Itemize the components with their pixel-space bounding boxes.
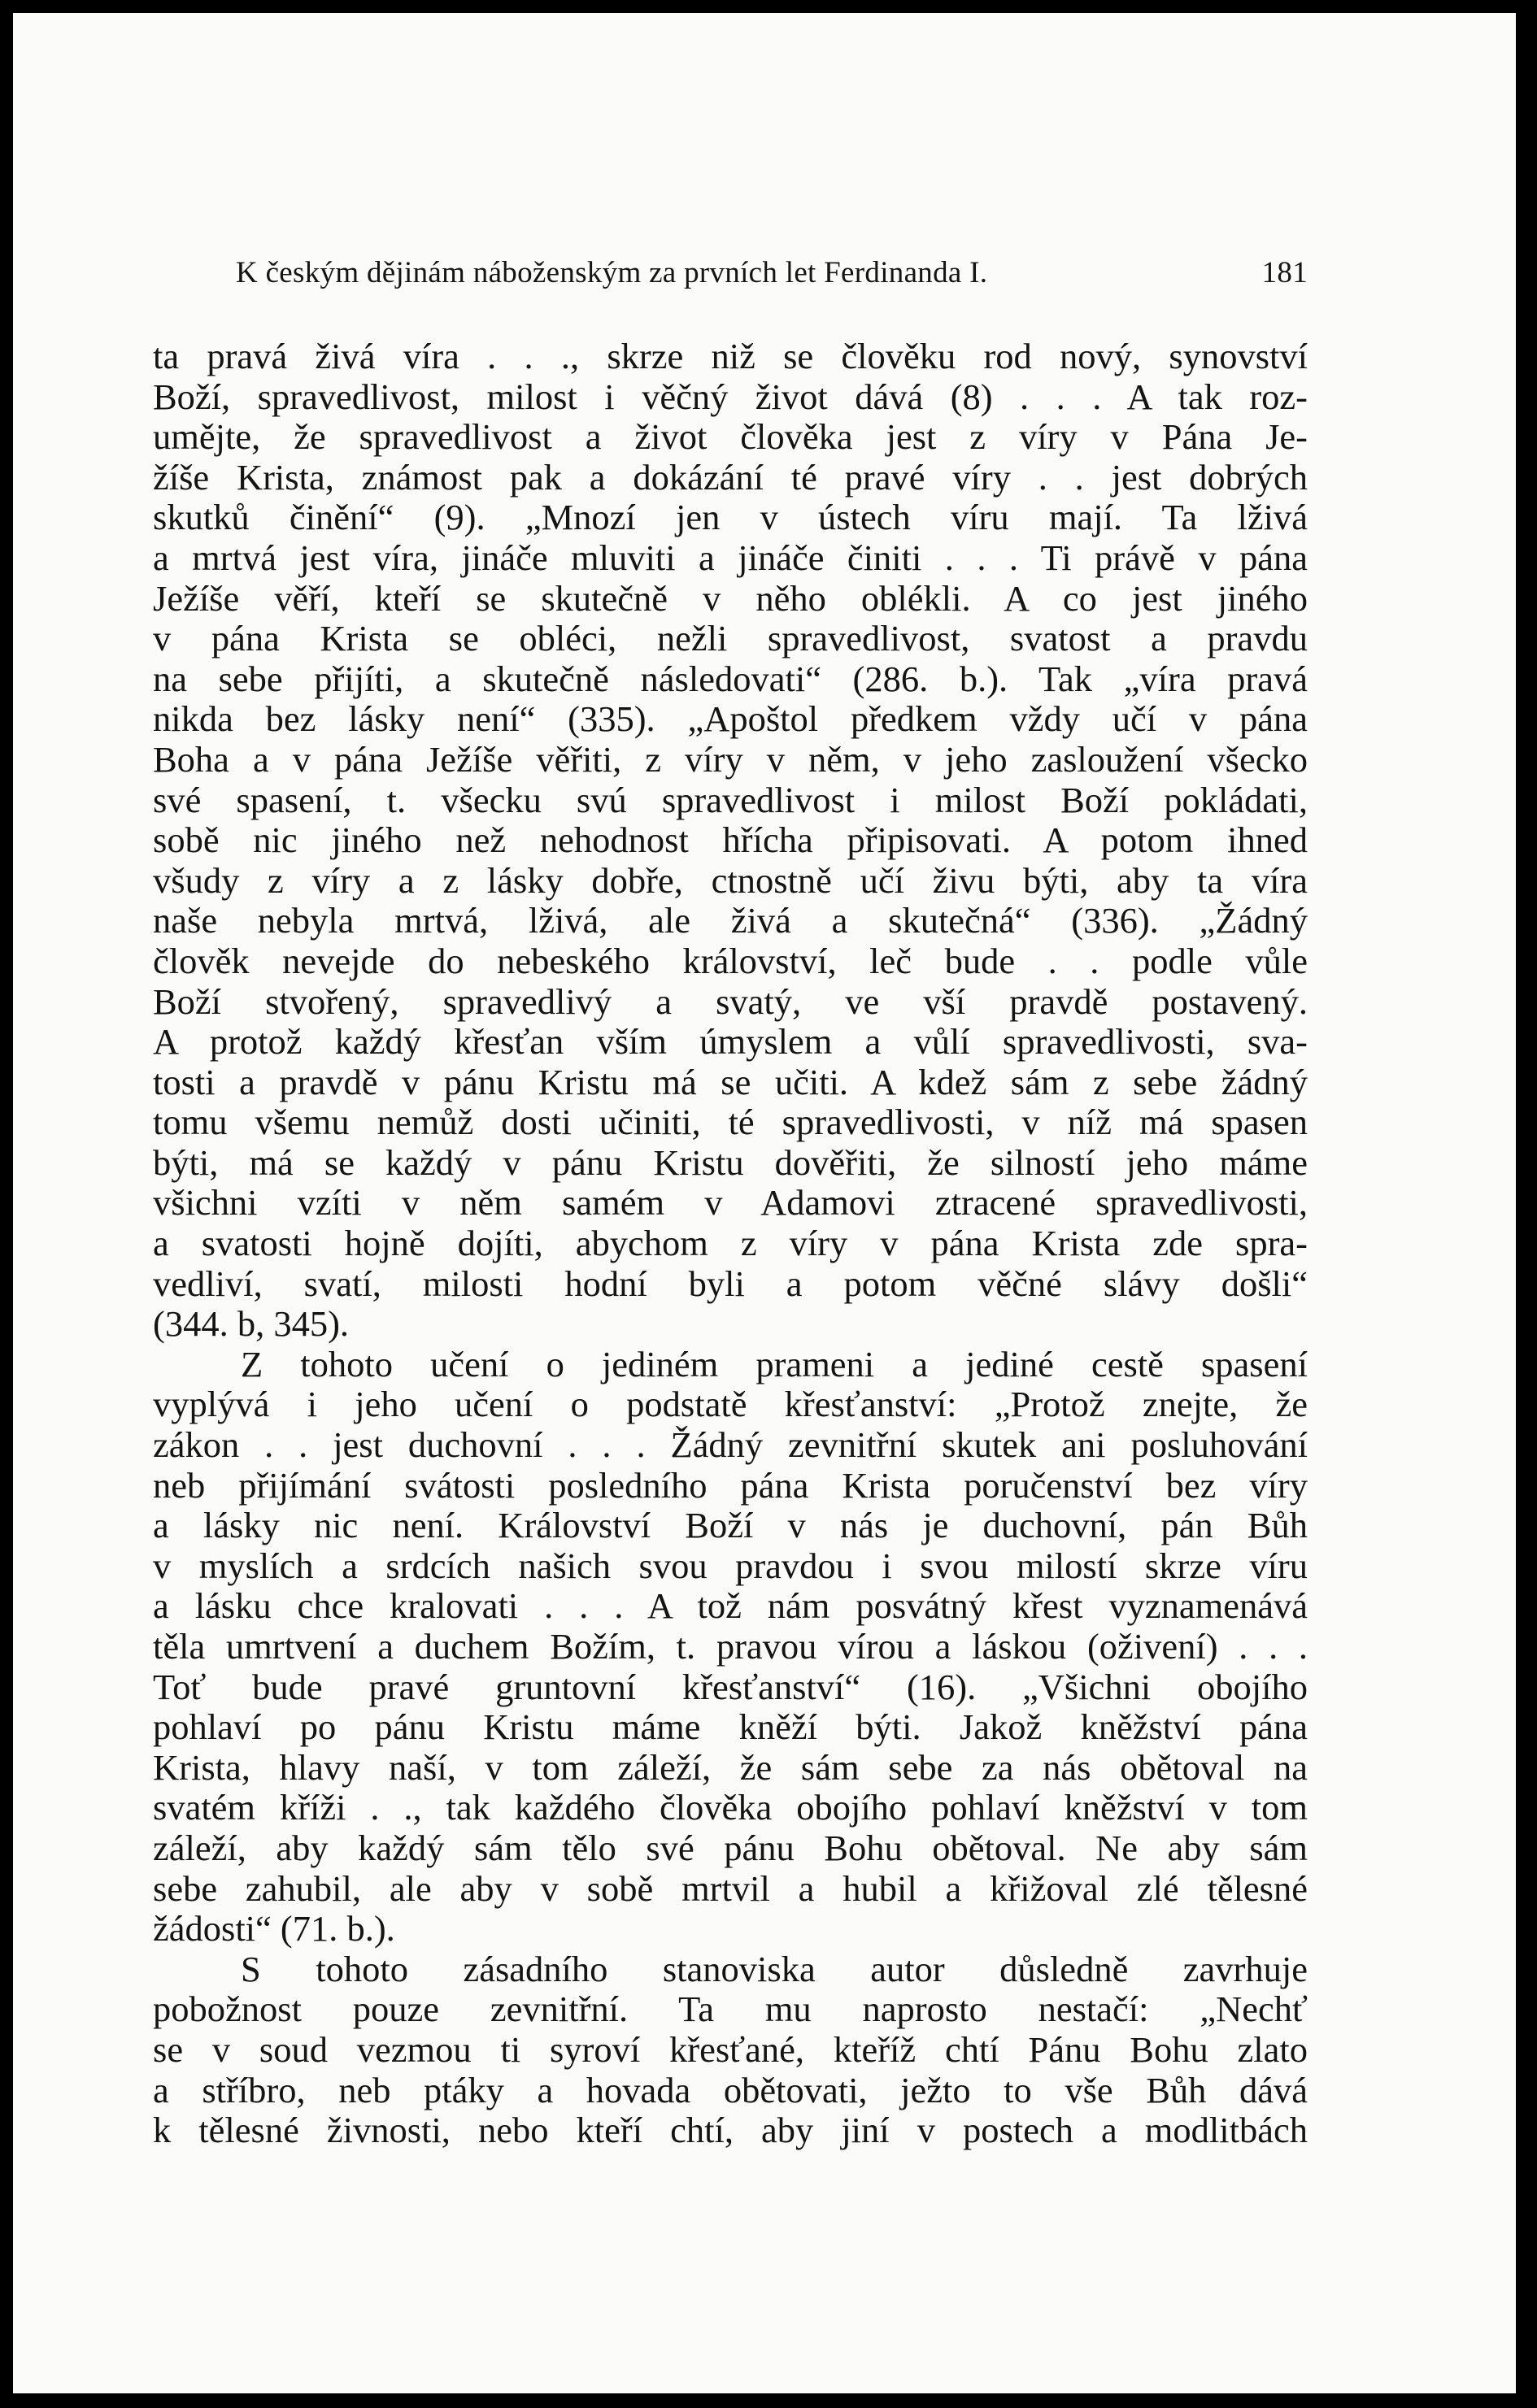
text-line: Boží stvořený, spravedlivý a svatý, ve vší pravdě postavený.: [153, 980, 1308, 1022]
text-line: se v soud vezmou ti syroví křesťané, kteříž chtí Pánu Bohu zlato: [153, 2028, 1308, 2070]
body-text: [153, 337, 1308, 2151]
running-header: [236, 255, 1308, 291]
text-line: v pána Krista se obléci, nežli spravedlivost, svatost a pravdu: [153, 618, 1308, 659]
text-line: na sebe přijíti, a skutečně následovati“ (286. b.). Tak „víra pravá: [153, 658, 1308, 699]
text-line: sobě nic jiného než nehodnost hřícha připisovati. A potom ihned: [153, 819, 1308, 861]
text-line: žádosti“ (71. b.).: [153, 1908, 395, 1949]
text-line: naše nebyla mrtvá, lživá, ale živá a skutečná“ (336). „Žádný: [153, 900, 1308, 941]
text-line: Boha a v pána Ježíše věřiti, z víry v něm, v jeho zasloužení všecko: [153, 738, 1308, 780]
book-page: [13, 13, 1516, 2393]
text-line: umějte, že spravedlivost a život člověka jest z víry v Pána Je-: [153, 416, 1308, 458]
text-line: ta pravá živá víra . . ., skrze niž se člověku rod nový, synovství: [153, 336, 1308, 376]
page-number: 181: [1261, 256, 1308, 289]
text-line: záleží, aby každý sám tělo své pánu Bohu obětoval. Ne aby sám: [153, 1827, 1308, 1868]
text-line: Krista, hlavy naší, v tom záleží, že sám sebe za nás obětoval na: [153, 1746, 1308, 1788]
text-line: a mrtvá jest víra, jináče mluviti a jináče činiti . . . Ti právě v pána: [153, 537, 1308, 578]
text-line: zákon . . jest duchovní . . . Žádný zevnitřní skutek ani posluhování: [153, 1424, 1308, 1466]
text-line: (344. b, 345).: [153, 1303, 350, 1345]
text-line: tomu všemu nemůž dosti učiniti, té spravedlivosti, v níž má spasen: [153, 1102, 1308, 1143]
text-line: pobožnost pouze zevnitřní. Ta mu naprosto nestačí: „Nechť: [153, 1989, 1308, 2030]
text-line: Boží, spravedlivost, milost i věčný život dává (8) . . . A tak roz-: [153, 376, 1308, 417]
text-line: svatém kříži . ., tak každého člověka obojího pohlaví kněžství v tom: [153, 1787, 1308, 1828]
text-line: vyplývá i jeho učení o podstatě křesťanství: „Protož znejte, že: [153, 1384, 1308, 1425]
text-line: a lásky nic není. Království Boží v nás je duchovní, pán Bůh: [153, 1505, 1308, 1546]
text-line: žíše Krista, známost pak a dokázání té pravé víry . . jest dobrých: [153, 456, 1308, 498]
text-line: A protož každý křesťan vším úmyslem a vůlí spravedlivosti, sva-: [153, 1021, 1308, 1063]
text-line: člověk nevejde do nebeského království, leč bude . . podle vůle: [153, 940, 1308, 981]
text-line: a stříbro, neb ptáky a hovada obětovati, ježto to vše Bůh dává: [153, 2069, 1308, 2110]
text-line: býti, má se každý v pánu Kristu dověřiti, že silností jeho máme: [153, 1141, 1308, 1183]
text-line: skutků činění“ (9). „Mnozí jen v ústech víru mají. Ta lživá: [153, 497, 1308, 538]
text-line: své spasení, t. všecku svú spravedlivost i milost Boží pokládati,: [153, 779, 1308, 820]
text-line: neb přijímání svátosti posledního pána Krista poručenství bez víry: [153, 1464, 1308, 1506]
text-line: a lásku chce kralovati . . . A tož nám posvátný křest vyznamenává: [153, 1585, 1308, 1627]
text-line: Z tohoto učení o jediném prameni a jediné cestě spasení: [241, 1343, 1308, 1384]
text-line: S tohoto zásadního stanoviska autor důsledně zavrhuje: [241, 1948, 1308, 1989]
text-line: nikda bez lásky není“ (335). „Apoštol předkem vždy učí v pána: [153, 698, 1308, 740]
text-line: v myslích a srdcích našich svou pravdou i svou milostí skrze víru: [153, 1545, 1308, 1586]
text-line: sebe zahubil, ale aby v sobě mrtvil a hubil a křižoval zlé tělesné: [153, 1867, 1308, 1909]
text-line: těla umrtvení a duchem Božím, t. pravou vírou a láskou (oživení) . . .: [153, 1626, 1308, 1667]
text-line: Toť bude pravé gruntovní křesťanství“ (16). „Všichni obojího: [153, 1666, 1308, 1707]
text-line: tosti a pravdě v pánu Kristu má se učiti. A kdež sám z sebe žádný: [153, 1061, 1308, 1102]
text-line: a svatosti hojně dojíti, abychom z víry v pána Krista zde spra-: [153, 1223, 1308, 1264]
running-title: K českým dějinám náboženským za prvních let Ferdinanda I.: [236, 256, 988, 289]
text-line: pohlaví po pánu Kristu máme kněží býti. Jakož kněžství pána: [153, 1706, 1308, 1748]
text-line: všudy z víry a z lásky dobře, ctnostně učí živu býti, aby ta víra: [153, 859, 1308, 901]
text-line: vedliví, svatí, milosti hodní byli a potom věčné slávy došli“: [153, 1263, 1308, 1304]
text-line: k tělesné živnosti, nebo kteří chtí, aby jiní v postech a modlitbách: [153, 2110, 1308, 2151]
text-line: Ježíše věří, kteří se skutečně v něho oblékli. A co jest jiného: [153, 577, 1308, 619]
text-line: všichni vzíti v něm samém v Adamovi ztracené spravedlivosti,: [153, 1182, 1308, 1224]
